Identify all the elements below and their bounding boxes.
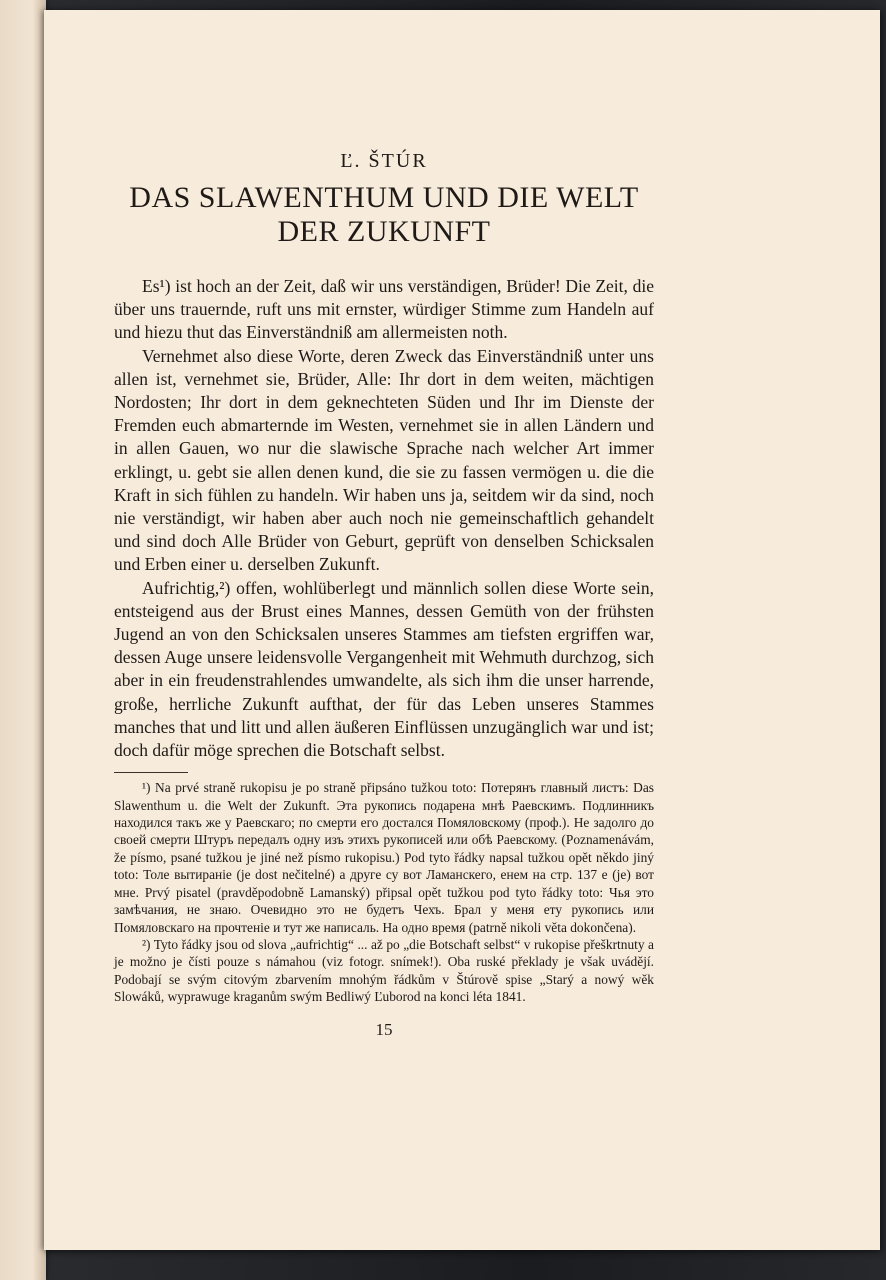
page-number: 15 [375,1019,393,1039]
chapter-title [114,181,654,249]
title-line-2: DER ZUKUNFT [277,215,491,248]
body-paragraph-2: Vernehmet also diese Worte, deren Zweck das Einverständniß unter uns allen ist, vernehmet sie, Brüder, Alle: Ihr dort in dem weiten, mächtigen Nordosten; Ihr dort in dem geknechteten Süden und Ihr im Dienste der Fremden euch abmarternde im Westen, vernehmet sie in allen Ländern und in allen Gauen, wo nur die slawische Sprache nach welcher Art immer erklingt, u. gebt sie allen denen kund, die sie zu fassen vermögen u. die die Kraft in sich fühlen zu handeln. Wir haben uns ja, seitdem wir da sind, noch nie verständigt, wir haben aber auch noch nie gemeinschaftlich gehandelt und sind doch Alle Brüder von Geburt, geprüft von denselben Schicksalen und Erben einer u. derselben Zukunft. [114,345,654,575]
footnote-divider [114,772,188,773]
book-page [44,10,880,1250]
author-name: Ľ. ŠTÚR [340,150,428,172]
body-paragraph-1: Es¹) ist hoch an der Zeit, daß wir uns verständigen, Brüder! Die Zeit, die über uns trauernde, ruft uns mit ernster, würdiger Stimme zum Handeln auf und hiezu thut das Einverständniß am allermeisten noth. [114,276,654,343]
body-paragraph-3: Aufrichtig,²) offen, wohlüberlegt und männlich sollen diese Worte sein, entsteigend aus der Brust eines Mannes, dessen Gemüth von der frühsten Jugend an von den Schicksalen unseres Stammes am tiefsten ergriffen war, dessen Auge unsere leidensvolle Vergangenheit mit Wehmuth durchzog, sich aber in ein freudenstrahlendes umwandelte, als sich ihm die unser harrende, große, herrliche Zukunft aufthat, der für das Leben unseres Stammes manches that und litt und allen äußeren Einflüssen unzugänglich war und ist; doch dafür möge sprechen die Botschaft selbst. [114,577,654,761]
facing-page-edge [0,0,46,1280]
footnote-1: ¹) Na prvé straně rukopisu je po straně připsáno tužkou toto: Потерянъ главный листъ: Das Slawenthum u. die Welt der Zukunft. Эта рукопись подарена мнѣ Раевскимъ. Подлинникъ находился такъ же у Раевскаго; по смерти его достался Помяловскому (проф.). Не задолго до своей смерти Штуръ передалъ одну изъ этихъ рукописей или обѣ Раевскому. (Poznamenávám, že písmo, psané tužkou je jiné než písmo rukopisu.) Pod tyto řádky napsal tužkou opět někdo jiný toto: Толе вытиранiе (je dost nečitelné) а друге су вот Ламанскего, енем на стр. 137 е (je) вот мне. Prvý pisatel (pravděpodobně Lamanský) připsal opět tužkou pod tyto řádky toto: Чья это замѣчания, не знаю. Очевидно это не будетъ Чехъ. Брал у меня ету рукопись или Помяловскаго на прочтенiе и тут же написаль. На одно время (patrně nikoli věta dokončena). [114,780,654,935]
title-line-1: DAS SLAWENTHUM UND DIE WELT [129,181,639,214]
footnote-2: ²) Tyto řádky jsou od slova „aufrichtig“ ... až po „die Botschaft selbst“ v rukopise přeškrtnuty a je možno je čísti pouze s námahou (viz fotogr. snímek!). Oba ruské překlady je však uvádějí. Podobají se svým citovým zbarvením mnohým řádkům v Štúrově spise „Starý a nowý wěk Slowáků, wyprawuge kraganům swým Bedliwý Ľuborod na konci léta 1841. [114,936,654,1005]
page-content [114,150,654,1040]
